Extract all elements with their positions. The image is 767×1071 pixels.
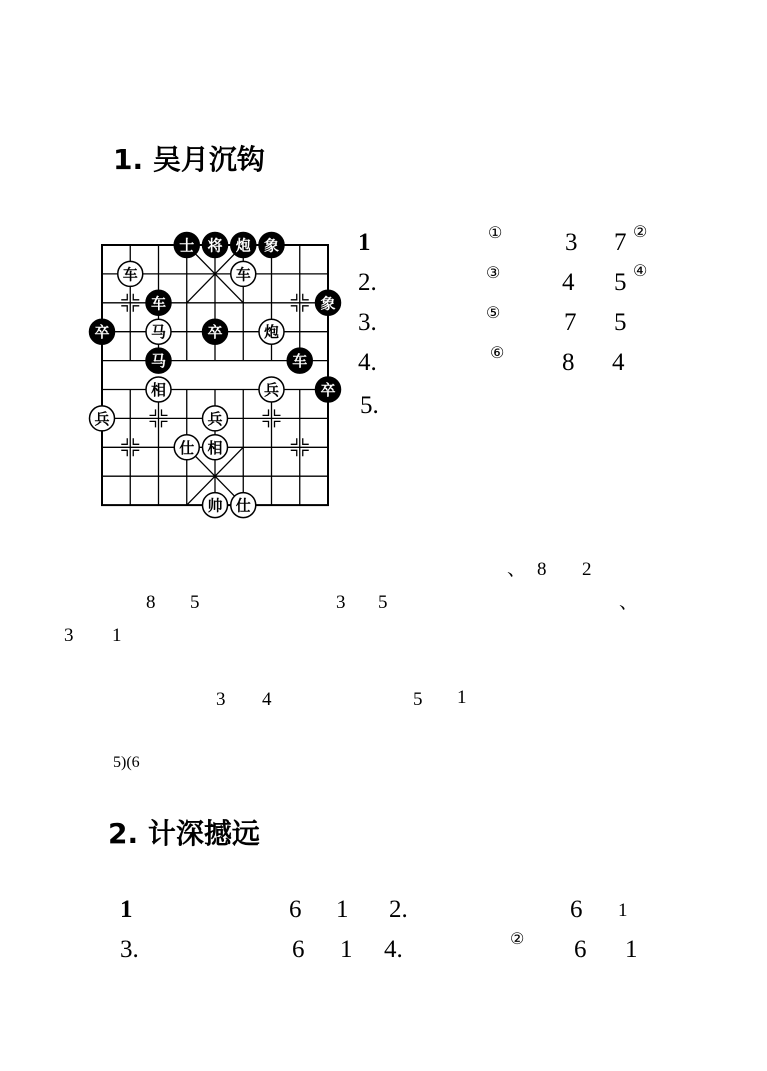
move-value: 1 xyxy=(340,936,353,963)
commentary-number: 5 xyxy=(190,592,200,613)
move-value: 6 xyxy=(574,936,587,963)
piece-red-label: 仕 xyxy=(179,438,195,457)
commentary-number: 8 xyxy=(537,559,547,580)
move-number: 4. xyxy=(384,936,403,963)
position-marker xyxy=(303,450,309,456)
position-marker xyxy=(133,450,139,456)
commentary-number: 5 xyxy=(378,592,388,613)
move-value: 5 xyxy=(614,309,627,336)
commentary-number: 3 xyxy=(216,689,226,710)
position-marker xyxy=(303,294,309,300)
position-marker xyxy=(121,438,127,444)
commentary-separator: 、 xyxy=(507,559,527,580)
position-marker xyxy=(162,409,168,415)
note-marker: ⑥ xyxy=(490,345,505,362)
position-marker xyxy=(162,421,168,427)
move-value: 7 xyxy=(564,309,577,336)
move-number-3: 3. xyxy=(358,309,377,336)
commentary-number: 1 xyxy=(457,687,467,708)
move-value: 3 xyxy=(565,229,578,256)
note-marker: ⑤ xyxy=(486,305,501,322)
piece-black-label: 象 xyxy=(263,236,280,255)
move-number: 3. xyxy=(120,936,139,963)
position-marker xyxy=(121,294,127,300)
position-marker xyxy=(303,438,309,444)
commentary-number: 3 xyxy=(336,592,346,613)
position-marker xyxy=(121,450,127,456)
xiangqi-board xyxy=(82,225,347,525)
piece-black-label: 卒 xyxy=(320,381,336,399)
piece-red-label: 相 xyxy=(150,381,167,399)
position-marker xyxy=(291,306,297,312)
move-value: 8 xyxy=(562,349,575,376)
note-marker: ② xyxy=(510,931,525,948)
position-marker xyxy=(291,294,297,300)
position-marker xyxy=(133,438,139,444)
note-marker: ① xyxy=(488,225,503,242)
move-value: 5 xyxy=(614,269,627,296)
commentary-separator: 、 xyxy=(619,592,639,613)
move-number: 1 xyxy=(120,896,133,923)
commentary-reference: 5)(6 xyxy=(113,754,140,771)
piece-red-label: 相 xyxy=(207,438,223,457)
move-value: 6 xyxy=(289,896,302,923)
piece-red-label: 兵 xyxy=(94,409,110,428)
note-marker: ④ xyxy=(633,263,648,280)
move-value: 6 xyxy=(570,896,583,923)
piece-red-label: 炮 xyxy=(263,323,280,342)
commentary-number: 4 xyxy=(262,689,272,710)
piece-black-label: 车 xyxy=(292,352,308,371)
commentary-number: 2 xyxy=(582,559,592,580)
move-value: 1 xyxy=(618,900,628,921)
move-value: 1 xyxy=(336,896,349,923)
note-marker: ③ xyxy=(486,265,501,282)
position-marker xyxy=(121,306,127,312)
piece-red-label: 兵 xyxy=(263,381,280,399)
move-number-5: 5. xyxy=(360,392,379,419)
position-marker xyxy=(263,409,269,415)
piece-red-label: 车 xyxy=(235,265,251,284)
position-marker xyxy=(303,306,309,312)
commentary-number: 3 xyxy=(64,625,74,646)
section-title-2: 2. 计深撼远 xyxy=(108,817,260,850)
move-number-1: 1 xyxy=(358,229,371,256)
piece-red-label: 仕 xyxy=(235,496,251,515)
position-marker xyxy=(291,438,297,444)
move-value: 4 xyxy=(562,269,575,296)
position-marker xyxy=(291,450,297,456)
commentary-number: 5 xyxy=(413,689,423,710)
section-title-1: 1. 吴月沉钩 xyxy=(113,143,265,176)
piece-black-label: 将 xyxy=(207,236,223,255)
commentary-number: 8 xyxy=(146,592,156,613)
move-value: 1 xyxy=(625,936,638,963)
position-marker xyxy=(263,421,269,427)
commentary-number: 1 xyxy=(112,625,122,646)
position-marker xyxy=(275,421,281,427)
move-number-4: 4. xyxy=(358,349,377,376)
piece-black-label: 炮 xyxy=(235,236,251,255)
note-marker: ② xyxy=(633,224,648,241)
position-marker xyxy=(133,294,139,300)
position-marker xyxy=(133,306,139,312)
move-number: 2. xyxy=(389,896,408,923)
piece-red-label: 马 xyxy=(150,323,167,342)
piece-red-label: 车 xyxy=(122,265,138,284)
piece-black-label: 马 xyxy=(150,352,167,371)
piece-black-label: 士 xyxy=(179,236,195,255)
move-number-2: 2. xyxy=(358,269,377,296)
piece-black-label: 象 xyxy=(320,294,336,313)
position-marker xyxy=(150,421,156,427)
piece-black-label: 卒 xyxy=(94,323,110,342)
position-marker xyxy=(150,409,156,415)
piece-black-label: 卒 xyxy=(207,323,223,342)
move-value: 6 xyxy=(292,936,305,963)
piece-red-label: 帅 xyxy=(207,496,223,515)
move-value: 4 xyxy=(612,349,625,376)
position-marker xyxy=(275,409,281,415)
piece-black-label: 车 xyxy=(150,294,167,313)
move-value: 7 xyxy=(614,229,627,256)
piece-red-label: 兵 xyxy=(207,409,223,428)
